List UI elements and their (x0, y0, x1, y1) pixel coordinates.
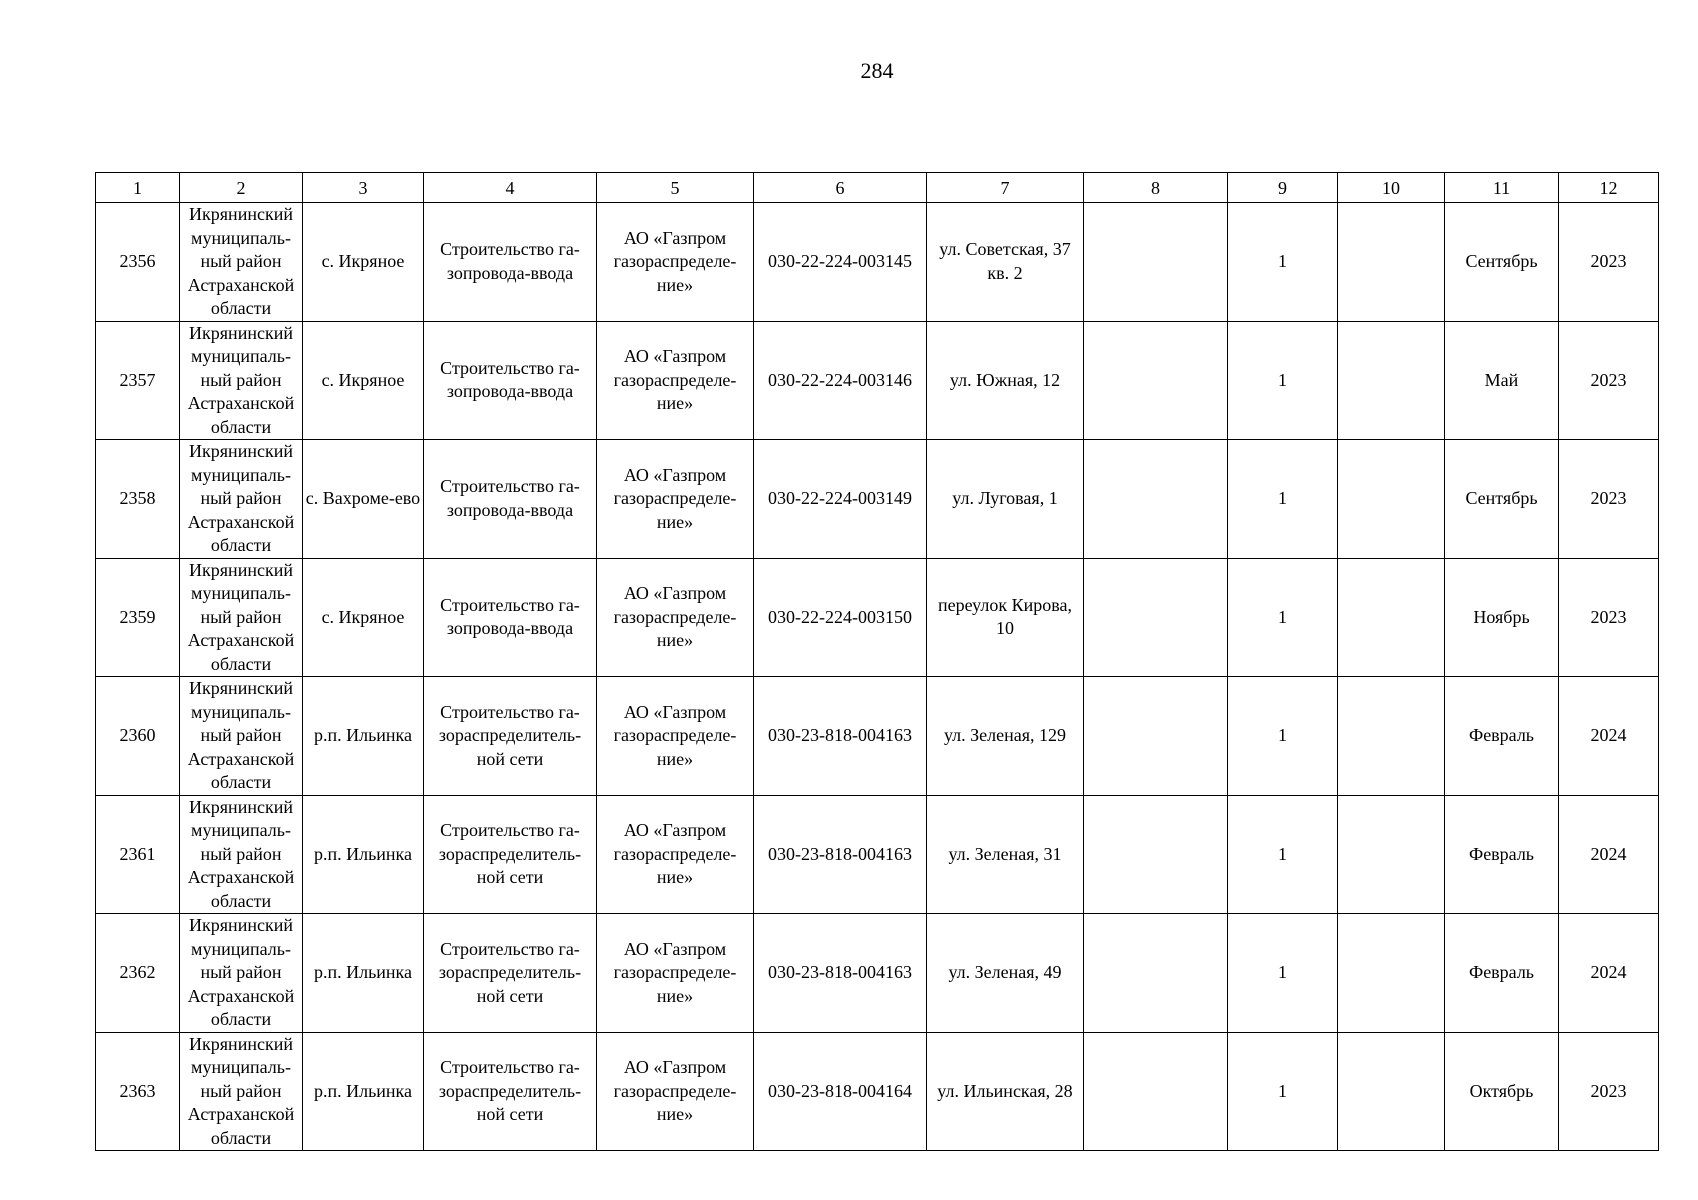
work-type-cell (424, 558, 597, 677)
settlement-cell (303, 321, 424, 440)
object-code-cell (754, 440, 927, 559)
quantity-cell (1228, 203, 1338, 322)
quantity-text: 1 (1278, 369, 1287, 390)
column-10-cell (1338, 203, 1445, 322)
address-cell (927, 440, 1084, 559)
month-text: Сентябрь (1465, 488, 1538, 508)
work-type-cell (424, 914, 597, 1033)
column-header-8: 8 (1084, 173, 1228, 203)
organization-cell (597, 203, 754, 322)
object-code-cell (754, 914, 927, 1033)
column-10-cell (1338, 321, 1445, 440)
document-table (95, 172, 1659, 1151)
work-type-text: Строительство га-зораспределитель-ной сети (438, 701, 582, 769)
address-text: ул. Зеленая, 129 (943, 725, 1067, 745)
address-text: переулок Кирова, 10 (938, 594, 1072, 639)
row-number-text: 2361 (119, 843, 156, 864)
quantity-cell (1228, 914, 1338, 1033)
year-text: 2023 (1590, 1080, 1627, 1101)
row-number-cell (96, 677, 180, 796)
column-header-6: 6 (754, 173, 927, 203)
column-header-1: 1 (96, 173, 180, 203)
year-cell (1559, 440, 1659, 559)
settlement-cell (303, 1032, 424, 1151)
organization-text: АО «Газпром газораспределе-ние» (613, 227, 737, 295)
address-text: ул. Советская, 37 кв. 2 (939, 239, 1071, 283)
column-10-cell (1338, 795, 1445, 914)
row-number-text: 2356 (119, 251, 156, 271)
month-cell (1445, 677, 1559, 796)
table-row (96, 914, 1659, 1033)
settlement-cell (303, 203, 424, 322)
address-cell (927, 677, 1084, 796)
settlement-text: р.п. Ильинка (313, 725, 413, 745)
row-number-text: 2362 (119, 962, 156, 982)
district-cell (180, 321, 303, 440)
work-type-cell (424, 321, 597, 440)
settlement-text: с. Вахроме-ево (305, 488, 421, 508)
quantity-cell (1228, 558, 1338, 677)
object-code-text: 030-23-818-004163 (768, 962, 912, 982)
address-cell (927, 203, 1084, 322)
row-number-cell (96, 795, 180, 914)
organization-cell (597, 558, 754, 677)
settlement-cell (303, 914, 424, 1033)
quantity-cell (1228, 440, 1338, 559)
year-text: 2023 (1590, 251, 1627, 271)
address-cell (927, 321, 1084, 440)
object-code-text: 030-22-224-003146 (768, 369, 912, 390)
object-code-text: 030-22-224-003149 (768, 488, 912, 508)
object-code-text: 030-22-224-003145 (768, 251, 912, 271)
quantity-text: 1 (1278, 488, 1287, 508)
column-10-cell (1338, 558, 1445, 677)
quantity-cell (1228, 795, 1338, 914)
month-cell (1445, 1032, 1559, 1151)
column-8-cell (1084, 677, 1228, 796)
quantity-text: 1 (1278, 962, 1287, 982)
organization-text: АО «Газпром газораспределе-ние» (613, 583, 737, 650)
district-text: Икрянинский муниципаль-ный район Астраханской области (187, 796, 295, 911)
district-cell (180, 440, 303, 559)
row-number-text: 2360 (119, 725, 156, 745)
column-10-cell (1338, 440, 1445, 559)
organization-text: АО «Газпром газораспределе-ние» (613, 464, 737, 532)
organization-text: АО «Газпром газораспределе-ние» (613, 1057, 737, 1124)
table-header-row (96, 173, 1659, 203)
work-type-text: Строительство га-зопровода-ввода (440, 239, 580, 283)
district-cell (180, 203, 303, 322)
object-code-text: 030-23-818-004163 (768, 843, 912, 864)
district-cell (180, 677, 303, 796)
table-row (96, 677, 1659, 796)
work-type-text: Строительство га-зопровода-ввода (440, 476, 580, 520)
row-number-cell (96, 203, 180, 322)
district-text: Икрянинский муниципаль-ный район Астраханской области (187, 559, 295, 674)
address-cell (927, 914, 1084, 1033)
settlement-cell (303, 795, 424, 914)
object-code-cell (754, 795, 927, 914)
address-cell (927, 1032, 1084, 1151)
object-code-cell (754, 203, 927, 322)
month-text: Февраль (1468, 962, 1535, 982)
year-cell (1559, 558, 1659, 677)
year-cell (1559, 203, 1659, 322)
object-code-text: 030-23-818-004164 (768, 1080, 912, 1101)
address-text: ул. Ильинская, 28 (937, 1080, 1073, 1101)
organization-cell (597, 677, 754, 796)
quantity-text: 1 (1278, 1080, 1287, 1101)
district-text: Икрянинский муниципаль-ный район Астраханской области (187, 441, 295, 555)
column-8-cell (1084, 440, 1228, 559)
settlement-text: с. Икряное (321, 606, 405, 627)
table-row (96, 321, 1659, 440)
row-number-cell (96, 321, 180, 440)
column-header-2: 2 (180, 173, 303, 203)
month-cell (1445, 914, 1559, 1033)
month-text: Октябрь (1469, 1080, 1534, 1101)
row-number-text: 2357 (119, 369, 156, 390)
work-type-text: Строительство га-зораспределитель-ной сети (438, 938, 582, 1006)
column-header-9: 9 (1228, 173, 1338, 203)
district-text: Икрянинский муниципаль-ный район Астраханской области (187, 1033, 295, 1148)
row-number-cell (96, 558, 180, 677)
column-header-4: 4 (424, 173, 597, 203)
district-cell (180, 558, 303, 677)
quantity-cell (1228, 1032, 1338, 1151)
year-text: 2024 (1590, 962, 1627, 982)
column-10-cell (1338, 1032, 1445, 1151)
settlement-text: с. Икряное (321, 251, 405, 271)
organization-cell (597, 440, 754, 559)
settlement-cell (303, 677, 424, 796)
row-number-cell (96, 1032, 180, 1151)
address-text: ул. Зеленая, 31 (948, 843, 1062, 864)
district-cell (180, 914, 303, 1033)
month-text: Февраль (1468, 843, 1535, 864)
table-row (96, 1032, 1659, 1151)
year-cell (1559, 321, 1659, 440)
settlement-text: р.п. Ильинка (313, 843, 413, 864)
work-type-cell (424, 795, 597, 914)
month-text: Ноябрь (1473, 606, 1530, 627)
address-text: ул. Зеленая, 49 (948, 962, 1062, 982)
month-text: Сентябрь (1465, 251, 1538, 271)
quantity-cell (1228, 321, 1338, 440)
year-cell (1559, 1032, 1659, 1151)
column-8-cell (1084, 1032, 1228, 1151)
month-cell (1445, 203, 1559, 322)
object-code-text: 030-22-224-003150 (768, 606, 912, 627)
quantity-cell (1228, 677, 1338, 796)
month-cell (1445, 558, 1559, 677)
district-text: Икрянинский муниципаль-ный район Астраханской области (187, 322, 295, 437)
column-8-cell (1084, 321, 1228, 440)
year-text: 2023 (1590, 606, 1627, 627)
column-header-5: 5 (597, 173, 754, 203)
table-row (96, 203, 1659, 322)
settlement-cell (303, 440, 424, 559)
year-text: 2024 (1590, 725, 1627, 745)
column-10-cell (1338, 914, 1445, 1033)
column-header-7: 7 (927, 173, 1084, 203)
row-number-cell (96, 440, 180, 559)
page-number: 284 (860, 58, 894, 83)
object-code-cell (754, 558, 927, 677)
address-text: ул. Луговая, 1 (952, 488, 1058, 508)
work-type-cell (424, 203, 597, 322)
month-cell (1445, 795, 1559, 914)
year-text: 2024 (1590, 843, 1627, 864)
work-type-cell (424, 440, 597, 559)
organization-text: АО «Газпром газораспределе-ние» (613, 701, 737, 769)
row-number-text: 2358 (119, 488, 156, 508)
year-cell (1559, 795, 1659, 914)
column-header-11: 11 (1445, 173, 1559, 203)
organization-text: АО «Газпром газораспределе-ние» (613, 938, 737, 1006)
district-text: Икрянинский муниципаль-ный район Астраханской области (187, 915, 295, 1029)
address-cell (927, 558, 1084, 677)
row-number-text: 2359 (119, 606, 156, 627)
column-header-3: 3 (303, 173, 424, 203)
district-text: Икрянинский муниципаль-ный район Астраханской области (187, 678, 295, 792)
column-header-10: 10 (1338, 173, 1445, 203)
district-cell (180, 795, 303, 914)
table-row (96, 558, 1659, 677)
object-code-cell (754, 321, 927, 440)
table-body (96, 173, 1659, 1151)
work-type-cell (424, 677, 597, 796)
settlement-text: с. Икряное (321, 369, 405, 390)
work-type-text: Строительство га-зопровода-ввода (440, 594, 580, 639)
address-text: ул. Южная, 12 (949, 369, 1061, 390)
quantity-text: 1 (1278, 606, 1287, 627)
table-row (96, 440, 1659, 559)
year-cell (1559, 914, 1659, 1033)
object-code-text: 030-23-818-004163 (768, 725, 912, 745)
district-cell (180, 1032, 303, 1151)
organization-cell (597, 914, 754, 1033)
organization-cell (597, 1032, 754, 1151)
row-number-text: 2363 (119, 1080, 156, 1101)
month-text: Май (1484, 369, 1519, 390)
month-cell (1445, 321, 1559, 440)
year-cell (1559, 677, 1659, 796)
quantity-text: 1 (1278, 843, 1287, 864)
column-8-cell (1084, 558, 1228, 677)
column-10-cell (1338, 677, 1445, 796)
column-8-cell (1084, 203, 1228, 322)
column-header-12: 12 (1559, 173, 1659, 203)
object-code-cell (754, 677, 927, 796)
year-text: 2023 (1590, 369, 1627, 390)
organization-cell (597, 321, 754, 440)
month-text: Февраль (1468, 725, 1535, 745)
work-type-text: Строительство га-зопровода-ввода (440, 357, 580, 402)
year-text: 2023 (1590, 488, 1627, 508)
row-number-cell (96, 914, 180, 1033)
address-cell (927, 795, 1084, 914)
quantity-text: 1 (1278, 251, 1287, 271)
table-row (96, 795, 1659, 914)
organization-text: АО «Газпром газораспределе-ние» (613, 820, 737, 887)
organization-text: АО «Газпром газораспределе-ние» (613, 346, 737, 413)
settlement-text: р.п. Ильинка (313, 1080, 413, 1101)
month-cell (1445, 440, 1559, 559)
quantity-text: 1 (1278, 725, 1287, 745)
settlement-cell (303, 558, 424, 677)
district-text: Икрянинский муниципаль-ный район Астраханской области (187, 204, 295, 318)
object-code-cell (754, 1032, 927, 1151)
work-type-cell (424, 1032, 597, 1151)
work-type-text: Строительство га-зораспределитель-ной сети (438, 1057, 582, 1124)
organization-cell (597, 795, 754, 914)
work-type-text: Строительство га-зораспределитель-ной сети (438, 820, 582, 887)
column-8-cell (1084, 914, 1228, 1033)
settlement-text: р.п. Ильинка (313, 962, 413, 982)
column-8-cell (1084, 795, 1228, 914)
